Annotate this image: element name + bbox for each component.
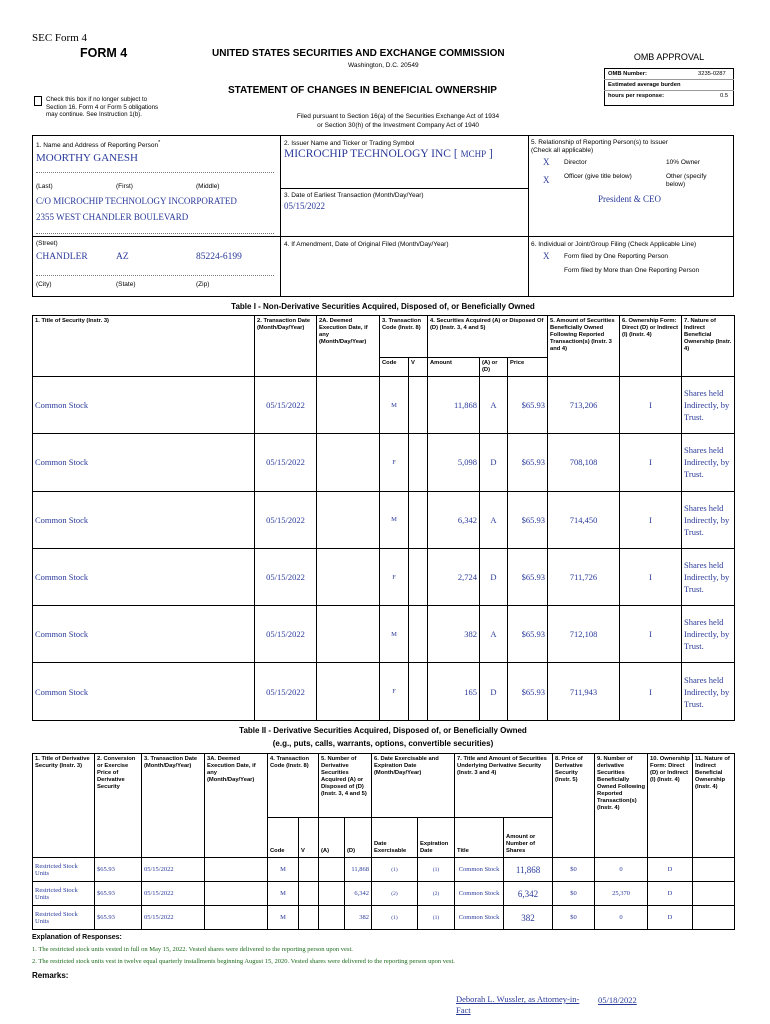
t1-cell-ad: D xyxy=(480,663,508,720)
t1-cell-empty xyxy=(409,434,428,491)
burden-label-1: Estimated average burden xyxy=(608,82,681,88)
checkbox-text: Check this box if no longer subject to Section 16. Form 4 or Form 5 obligations may continue. See Instruction 1(b). xyxy=(46,96,159,118)
last-label: (Last) xyxy=(36,183,53,190)
table2-row xyxy=(33,882,735,906)
t1-cell-code: F xyxy=(380,548,409,605)
street-label: (Street) xyxy=(36,240,58,247)
issuer-name-ticker: MICROCHIP TECHNOLOGY INC [ MCHP ] xyxy=(284,148,493,160)
t2-cell-form: D xyxy=(648,882,693,906)
t2-h4: 4. Transaction Code (Instr. 8) xyxy=(268,754,319,818)
t1-sub-ad: (A) or (D) xyxy=(480,358,508,377)
earliest-transaction-date: 05/15/2022 xyxy=(284,201,326,211)
t1-cell-title: Common Stock xyxy=(33,491,255,548)
t2-h1: 1. Title of Derivative Security (Instr. 3) xyxy=(33,754,95,858)
t2-cell-empty xyxy=(693,858,735,882)
t1-h2: 2. Transaction Date (Month/Day/Year) xyxy=(255,316,317,377)
t1-cell-code: M xyxy=(380,377,409,434)
t2-h7: 7. Title and Amount of Securities Underlying Derivative Security (Instr. 3 and 4) xyxy=(455,754,553,818)
signature-date: 05/18/2022 xyxy=(598,995,637,1005)
t2-cell-date: 05/15/2022 xyxy=(142,858,205,882)
t2-cell-dprice: $0 xyxy=(553,858,595,882)
t1-sub-v: V xyxy=(409,358,428,377)
t2-cell-exp: (1) xyxy=(418,906,455,930)
zip: 85224-6199 xyxy=(196,252,242,262)
zip-label: (Zip) xyxy=(196,281,210,288)
t1-sub-code: Code xyxy=(380,358,409,377)
t2-cell-code: M xyxy=(268,906,299,930)
box1-label: 1. Name and Address of Reporting Person* xyxy=(36,140,161,150)
t1-cell-owned: 711,943 xyxy=(548,663,620,720)
table1-row xyxy=(33,377,735,434)
signature: Deborah L. Wussler, as Attorney-in-Fact xyxy=(456,994,580,1015)
sec-form-label: SEC Form 4 xyxy=(32,32,88,44)
t1-cell-empty xyxy=(317,491,380,548)
t1-cell-price: $65.93 xyxy=(508,491,548,548)
t1-cell-date: 05/15/2022 xyxy=(255,606,317,663)
t1-cell-code: F xyxy=(380,663,409,720)
t2-cell-price: $65.93 xyxy=(95,906,142,930)
t1-cell-empty xyxy=(409,663,428,720)
table2 xyxy=(32,753,735,930)
t2-cell-empty xyxy=(205,906,268,930)
t2-cell-empty xyxy=(299,882,319,906)
t2-cell-date: 05/15/2022 xyxy=(142,906,205,930)
t1-cell-nature: Shares held Indirectly, by Trust. xyxy=(682,606,735,663)
one-person-x[interactable]: X xyxy=(543,251,550,261)
omb-number-label: OMB Number: xyxy=(608,71,647,77)
t2-cell-utitle: Common Stock xyxy=(455,858,504,882)
t2-cell-uamount: 6,342 xyxy=(504,882,553,906)
t1-h4: 4. Securities Acquired (A) or Disposed Of (D) (Instr. 3, 4 and 5) xyxy=(428,316,548,358)
t1-cell-price: $65.93 xyxy=(508,663,548,720)
t1-sub-amount: Amount xyxy=(428,358,480,377)
t2-h9: 9. Number of derivative Securities Beneficially Owned Following Reported Transaction(s) (Instr. 4) xyxy=(595,754,648,858)
table1-row xyxy=(33,606,735,663)
t2-cell-owned: 0 xyxy=(595,858,648,882)
state: AZ xyxy=(116,252,129,262)
remarks-label: Remarks: xyxy=(32,971,69,980)
t2-cell-uamount: 382 xyxy=(504,906,553,930)
t1-cell-amount: 6,342 xyxy=(428,491,480,548)
burden-label-2: hours per response: xyxy=(608,93,665,99)
t2-cell-empty xyxy=(319,858,345,882)
t1-cell-empty xyxy=(317,377,380,434)
omb-number: 3235-0287 xyxy=(698,71,726,77)
form-title: FORM 4 xyxy=(80,46,128,60)
t2-h6: 6. Date Exercisable and Expiration Date (Month/Day/Year) xyxy=(372,754,455,818)
t2-cell-form: D xyxy=(648,858,693,882)
t2-cell-empty xyxy=(205,882,268,906)
t2-cell-code: M xyxy=(268,882,299,906)
t1-cell-date: 05/15/2022 xyxy=(255,434,317,491)
t1-cell-nature: Shares held Indirectly, by Trust. xyxy=(682,377,735,434)
t1-cell-ad: A xyxy=(480,606,508,663)
footnote-2: 2. The restricted stock units vest in twelve equal quarterly installments beginning August 15, 2020. Vested shares were delivered to the reporting person upon vest. xyxy=(32,958,455,965)
box3-label: 3. Date of Earliest Transaction (Month/Day/Year) xyxy=(284,192,424,199)
t2-cell-owned: 0 xyxy=(595,906,648,930)
t1-cell-ad: D xyxy=(480,548,508,605)
t1-cell-code: M xyxy=(380,606,409,663)
address-line2: 2355 WEST CHANDLER BOULEVARD xyxy=(36,212,189,222)
statement-title: STATEMENT OF CHANGES IN BENEFICIAL OWNERSHIP xyxy=(228,85,497,96)
t1-cell-form: I xyxy=(620,434,682,491)
t2-cell-empty xyxy=(299,858,319,882)
t2-sub-code: Code xyxy=(268,818,299,858)
table2-title: Table II - Derivative Securities Acquired, Disposed of, or Beneficially Owned (e.g., puts, calls, warrants, options, convertible securities) xyxy=(239,726,527,748)
t2-sub-d: (D) xyxy=(345,818,372,858)
t2-cell-empty xyxy=(693,882,735,906)
t1-cell-code: F xyxy=(380,434,409,491)
t1-cell-ad: A xyxy=(480,491,508,548)
box6-label: 6. Individual or Joint/Group Filing (Check Applicable Line) xyxy=(531,241,697,248)
footnote-1: 1. The restricted stock units vested in full on May 15, 2022. Vested shares were delivered to the reporting person upon vest. xyxy=(32,946,353,953)
t1-cell-price: $65.93 xyxy=(508,377,548,434)
t2-sub-v: V xyxy=(299,818,319,858)
t2-cell-d: 382 xyxy=(345,906,372,930)
filed-pursuant-2: or Section 30(h) of the Investment Company Act of 1940 xyxy=(317,122,479,129)
box4-label: 4. If Amendment, Date of Original Filed (Month/Day/Year) xyxy=(284,241,449,248)
t1-cell-empty xyxy=(409,377,428,434)
one-person-label: Form filed by One Reporting Person xyxy=(564,253,669,260)
table2-row xyxy=(33,858,735,882)
more-person-label: Form filed by More than One Reporting Person xyxy=(564,267,700,274)
t2-h11: 11. Nature of Indirect Beneficial Ownership (Instr. 4) xyxy=(693,754,735,858)
officer-title: President & CEO xyxy=(598,194,661,204)
t2-cell-empty xyxy=(299,906,319,930)
t2-cell-price: $65.93 xyxy=(95,882,142,906)
t1-cell-price: $65.93 xyxy=(508,548,548,605)
t1-h7: 7. Nature of Indirect Beneficial Ownership (Instr. 4) xyxy=(682,316,735,377)
t1-cell-date: 05/15/2022 xyxy=(255,491,317,548)
t1-cell-owned: 713,206 xyxy=(548,377,620,434)
t2-cell-empty xyxy=(319,882,345,906)
t1-cell-empty xyxy=(409,606,428,663)
t2-cell-title: Restricted Stock Units xyxy=(33,882,95,906)
table1-row xyxy=(33,491,735,548)
t2-cell-utitle: Common Stock xyxy=(455,882,504,906)
t2-sub-date-ex: Date Exercisable xyxy=(372,818,418,858)
t2-cell-ex: (1) xyxy=(372,858,418,882)
t1-cell-title: Common Stock xyxy=(33,663,255,720)
t2-sub-a: (A) xyxy=(319,818,345,858)
t2-cell-dprice: $0 xyxy=(553,882,595,906)
first-label: (First) xyxy=(116,183,133,190)
t1-h1: 1. Title of Security (Instr. 3) xyxy=(33,316,255,377)
t1-cell-owned: 711,726 xyxy=(548,548,620,605)
t1-cell-ad: D xyxy=(480,434,508,491)
address-line1: C/O MICROCHIP TECHNOLOGY INCORPORATED xyxy=(36,196,237,206)
t1-cell-empty xyxy=(317,606,380,663)
t1-sub-price: Price xyxy=(508,358,548,377)
t1-h2a: 2A. Deemed Execution Date, if any (Month/Day/Year) xyxy=(317,316,380,377)
officer-label: Officer (give title below) xyxy=(564,173,632,180)
table2-row xyxy=(33,906,735,930)
table1-row xyxy=(33,548,735,605)
ten-pct-owner-label: 10% Owner xyxy=(666,159,700,166)
t1-cell-nature: Shares held Indirectly, by Trust. xyxy=(682,548,735,605)
t1-cell-form: I xyxy=(620,491,682,548)
t2-cell-ex: (1) xyxy=(372,906,418,930)
t1-cell-nature: Shares held Indirectly, by Trust. xyxy=(682,491,735,548)
filed-pursuant-1: Filed pursuant to Section 16(a) of the Securities Exchange Act of 1934 xyxy=(296,113,500,120)
t1-cell-owned: 714,450 xyxy=(548,491,620,548)
t1-cell-date: 05/15/2022 xyxy=(255,663,317,720)
reporting-person-name: MOORTHY GANESH xyxy=(36,152,138,164)
t2-sub-amount: Amount or Number of Shares xyxy=(504,818,553,858)
director-label: Director xyxy=(564,159,587,166)
director-x[interactable]: X xyxy=(543,157,550,167)
t2-cell-ex: (2) xyxy=(372,882,418,906)
t1-h5: 5. Amount of Securities Beneficially Owned Following Reported Transaction(s) (Instr. 3 and 4) xyxy=(548,316,620,377)
t2-h3a: 3A. Deemed Execution Date, if any (Month/Day/Year) xyxy=(205,754,268,858)
t1-cell-amount: 11,868 xyxy=(428,377,480,434)
omb-approval-title: OMB APPROVAL xyxy=(633,52,705,62)
t2-cell-owned: 25,370 xyxy=(595,882,648,906)
t2-cell-exp: (2) xyxy=(418,882,455,906)
t1-cell-amount: 165 xyxy=(428,663,480,720)
officer-x[interactable]: X xyxy=(543,175,550,185)
t1-cell-title: Common Stock xyxy=(33,377,255,434)
table1-title: Table I - Non-Derivative Securities Acquired, Disposed of, or Beneficially Owned xyxy=(231,302,535,311)
t1-cell-form: I xyxy=(620,663,682,720)
t1-cell-amount: 2,724 xyxy=(428,548,480,605)
t1-cell-price: $65.93 xyxy=(508,434,548,491)
t2-h5: 5. Number of Derivative Securities Acquired (A) or Disposed of (D) (Instr. 3, 4 and 5) xyxy=(319,754,372,818)
t1-h6: 6. Ownership Form: Direct (D) or Indirect (I) (Instr. 4) xyxy=(620,316,682,377)
t1-h3: 3. Transaction Code (Instr. 8) xyxy=(380,316,428,358)
burden-value: 0.5 xyxy=(720,93,729,99)
t2-h8: 8. Price of Derivative Security (Instr. 5) xyxy=(553,754,595,858)
t2-cell-title: Restricted Stock Units xyxy=(33,858,95,882)
t1-cell-price: $65.93 xyxy=(508,606,548,663)
t1-cell-empty xyxy=(409,548,428,605)
agency-city: Washington, D.C. 20549 xyxy=(348,62,419,69)
t2-cell-d: 11,868 xyxy=(345,858,372,882)
t2-cell-uamount: 11,868 xyxy=(504,858,553,882)
t1-cell-empty xyxy=(317,434,380,491)
t2-sub-title: Title xyxy=(455,818,504,858)
t1-cell-code: M xyxy=(380,491,409,548)
t1-cell-form: I xyxy=(620,548,682,605)
t2-h3: 3. Transaction Date (Month/Day/Year) xyxy=(142,754,205,858)
t2-cell-empty xyxy=(205,858,268,882)
state-label: (State) xyxy=(116,281,136,288)
table1-row xyxy=(33,434,735,491)
t1-cell-form: I xyxy=(620,377,682,434)
t2-cell-utitle: Common Stock xyxy=(455,906,504,930)
t2-cell-price: $65.93 xyxy=(95,858,142,882)
t2-cell-empty xyxy=(319,906,345,930)
t2-h10: 10. Ownership Form: Direct (D) or Indirect (I) (Instr. 4) xyxy=(648,754,693,858)
t2-cell-d: 6,342 xyxy=(345,882,372,906)
t1-cell-amount: 382 xyxy=(428,606,480,663)
t1-cell-date: 05/15/2022 xyxy=(255,548,317,605)
other-label: Other (specify below) xyxy=(666,173,707,188)
t1-cell-form: I xyxy=(620,606,682,663)
t2-cell-empty xyxy=(693,906,735,930)
t1-cell-title: Common Stock xyxy=(33,548,255,605)
t1-cell-empty xyxy=(409,491,428,548)
t1-cell-owned: 708,108 xyxy=(548,434,620,491)
explanation-label: Explanation of Responses: xyxy=(32,934,122,941)
t1-cell-nature: Shares held Indirectly, by Trust. xyxy=(682,663,735,720)
city-label: (City) xyxy=(36,281,52,288)
middle-label: (Middle) xyxy=(196,183,220,190)
t1-cell-nature: Shares held Indirectly, by Trust. xyxy=(682,434,735,491)
agency-name: UNITED STATES SECURITIES AND EXCHANGE COMMISSION xyxy=(212,48,505,59)
t1-cell-owned: 712,108 xyxy=(548,606,620,663)
t1-cell-date: 05/15/2022 xyxy=(255,377,317,434)
t1-cell-empty xyxy=(317,548,380,605)
t2-cell-code: M xyxy=(268,858,299,882)
box5-label: 5. Relationship of Reporting Person(s) to Issuer (Check all applicable) xyxy=(531,139,668,154)
t2-sub-exp: Expiration Date xyxy=(418,818,455,858)
t2-cell-form: D xyxy=(648,906,693,930)
t1-cell-title: Common Stock xyxy=(33,434,255,491)
t2-h2: 2. Conversion or Exercise Price of Derivative Security xyxy=(95,754,142,858)
table1-row xyxy=(33,663,735,720)
t2-cell-date: 05/15/2022 xyxy=(142,882,205,906)
t1-cell-ad: A xyxy=(480,377,508,434)
t2-cell-exp: (1) xyxy=(418,858,455,882)
t1-cell-amount: 5,098 xyxy=(428,434,480,491)
t1-cell-empty xyxy=(317,663,380,720)
table1 xyxy=(32,315,735,721)
t1-cell-title: Common Stock xyxy=(33,606,255,663)
t2-cell-dprice: $0 xyxy=(553,906,595,930)
no-longer-subject-checkbox[interactable] xyxy=(34,96,42,106)
box2-label: 2. Issuer Name and Ticker or Trading Symbol xyxy=(284,140,415,147)
t2-cell-title: Restricted Stock Units xyxy=(33,906,95,930)
city: CHANDLER xyxy=(36,252,88,262)
